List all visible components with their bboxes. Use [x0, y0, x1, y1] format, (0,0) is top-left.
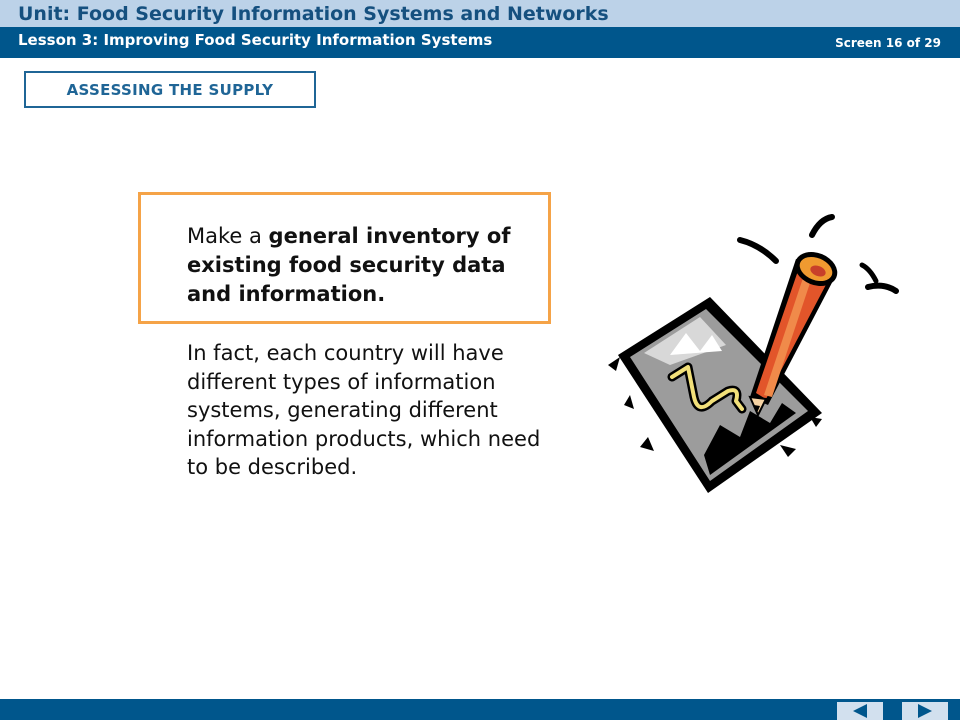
left-arrow-icon: [849, 703, 871, 719]
unit-header-bar: [0, 0, 960, 27]
right-arrow-icon: [914, 703, 936, 719]
highlight-bold: general inventory of existing food security data and information.: [187, 224, 511, 306]
lesson-header-bar: [0, 27, 960, 58]
footer-bar: [0, 699, 960, 720]
previous-screen-button[interactable]: [837, 702, 883, 720]
unit-title: Unit: Food Security Information Systems and Networks: [18, 3, 609, 25]
highlight-prefix: Make a: [187, 224, 269, 248]
pencil-paper-illustration: [600, 205, 910, 505]
next-screen-button[interactable]: [902, 702, 948, 720]
lesson-title: Lesson 3: Improving Food Security Information Systems: [18, 31, 493, 49]
screen-counter: Screen 16 of 29: [835, 36, 941, 50]
section-label: [24, 71, 316, 108]
highlight-text: [187, 222, 537, 309]
section-label-text: ASSESSING THE SUPPLY: [66, 80, 274, 99]
body-text: In fact, each country will have different types of information systems, generating different information products, which need to be described.: [187, 341, 541, 479]
